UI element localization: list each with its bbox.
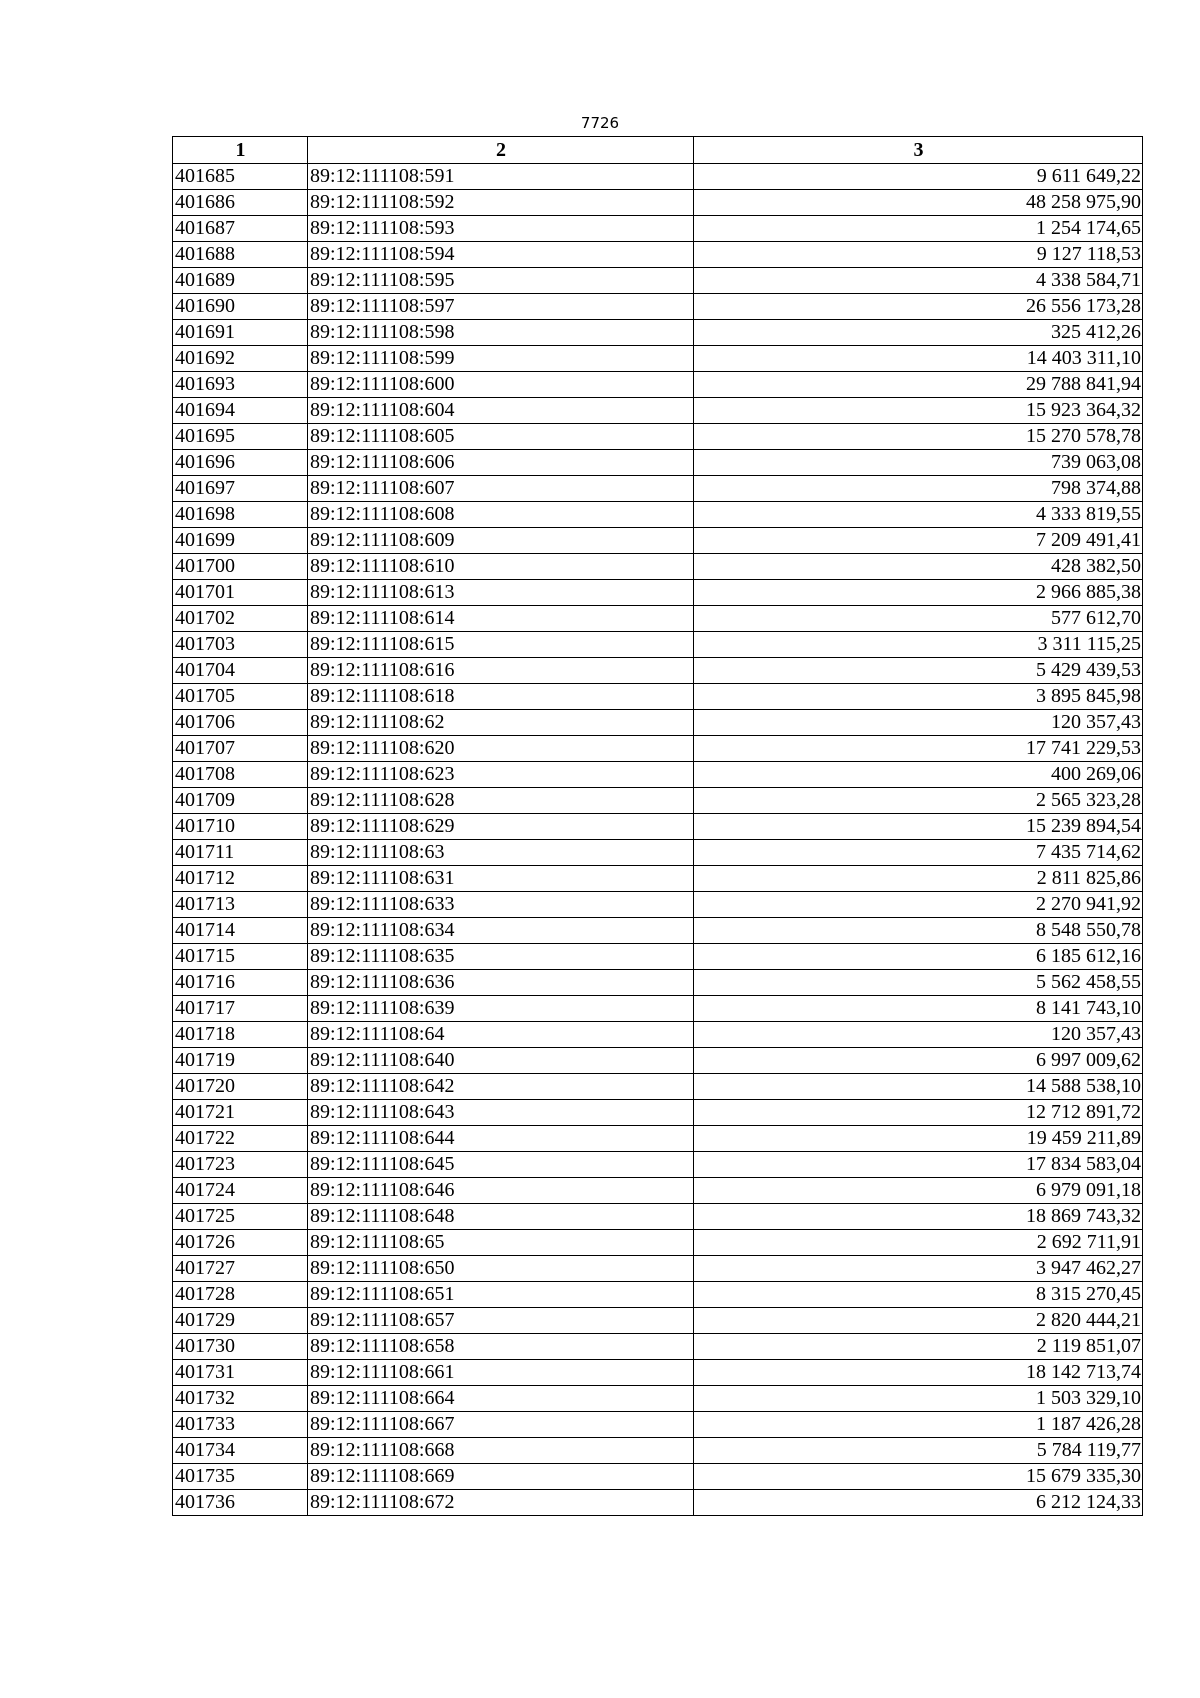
- cadastral-number-cell: 89:12:111108:629: [308, 814, 694, 840]
- row-number-cell: 401700: [173, 554, 308, 580]
- cadastral-number-cell: 89:12:111108:595: [308, 268, 694, 294]
- row-number-cell: 401686: [173, 190, 308, 216]
- row-number-cell: 401710: [173, 814, 308, 840]
- table-row: [173, 1308, 1143, 1334]
- row-number-cell: 401722: [173, 1126, 308, 1152]
- cadastral-value-cell: 9 611 649,22: [694, 164, 1143, 190]
- row-number-cell: 401702: [173, 606, 308, 632]
- cadastral-value-cell: 739 063,08: [694, 450, 1143, 476]
- table-row: [173, 1022, 1143, 1048]
- cadastral-number-cell: 89:12:111108:610: [308, 554, 694, 580]
- cadastral-value-cell: 26 556 173,28: [694, 294, 1143, 320]
- row-number-cell: 401685: [173, 164, 308, 190]
- table-row: [173, 346, 1143, 372]
- cadastral-value-cell: 4 338 584,71: [694, 268, 1143, 294]
- cadastral-number-cell: 89:12:111108:64: [308, 1022, 694, 1048]
- cadastral-number-cell: 89:12:111108:644: [308, 1126, 694, 1152]
- table-row: [173, 944, 1143, 970]
- row-number-cell: 401736: [173, 1490, 308, 1516]
- cadastral-number-cell: 89:12:111108:623: [308, 762, 694, 788]
- row-number-cell: 401713: [173, 892, 308, 918]
- page-number: 7726: [580, 114, 620, 132]
- table-row: [173, 476, 1143, 502]
- cadastral-value-cell: 1 187 426,28: [694, 1412, 1143, 1438]
- table-row: [173, 736, 1143, 762]
- cadastral-value-cell: 2 820 444,21: [694, 1308, 1143, 1334]
- row-number-cell: 401728: [173, 1282, 308, 1308]
- cadastral-value-cell: 14 588 538,10: [694, 1074, 1143, 1100]
- cadastral-value-cell: 325 412,26: [694, 320, 1143, 346]
- cadastral-value-cell: 428 382,50: [694, 554, 1143, 580]
- cadastral-number-cell: 89:12:111108:648: [308, 1204, 694, 1230]
- table-row: [173, 1490, 1143, 1516]
- cadastral-number-cell: 89:12:111108:631: [308, 866, 694, 892]
- row-number-cell: 401734: [173, 1438, 308, 1464]
- cadastral-number-cell: 89:12:111108:650: [308, 1256, 694, 1282]
- cadastral-value-cell: 6 212 124,33: [694, 1490, 1143, 1516]
- cadastral-number-cell: 89:12:111108:620: [308, 736, 694, 762]
- row-number-cell: 401706: [173, 710, 308, 736]
- table-row: [173, 164, 1143, 190]
- cadastral-value-cell: 7 435 714,62: [694, 840, 1143, 866]
- cadastral-value-cell: 577 612,70: [694, 606, 1143, 632]
- row-number-cell: 401693: [173, 372, 308, 398]
- cadastral-value-cell: 18 869 743,32: [694, 1204, 1143, 1230]
- cadastral-number-cell: 89:12:111108:604: [308, 398, 694, 424]
- table-row: [173, 970, 1143, 996]
- row-number-cell: 401687: [173, 216, 308, 242]
- cadastral-number-cell: 89:12:111108:639: [308, 996, 694, 1022]
- cadastral-number-cell: 89:12:111108:664: [308, 1386, 694, 1412]
- row-number-cell: 401730: [173, 1334, 308, 1360]
- cadastral-number-cell: 89:12:111108:593: [308, 216, 694, 242]
- cadastral-number-cell: 89:12:111108:62: [308, 710, 694, 736]
- table-row: [173, 190, 1143, 216]
- cadastral-number-cell: 89:12:111108:614: [308, 606, 694, 632]
- table-row: [173, 1282, 1143, 1308]
- table-row: [173, 788, 1143, 814]
- cadastral-number-cell: 89:12:111108:642: [308, 1074, 694, 1100]
- table-row: [173, 1412, 1143, 1438]
- cadastral-value-cell: 2 565 323,28: [694, 788, 1143, 814]
- cadastral-number-cell: 89:12:111108:634: [308, 918, 694, 944]
- row-number-cell: 401726: [173, 1230, 308, 1256]
- cadastral-number-cell: 89:12:111108:592: [308, 190, 694, 216]
- row-number-cell: 401724: [173, 1178, 308, 1204]
- row-number-cell: 401689: [173, 268, 308, 294]
- cadastral-value-cell: 6 979 091,18: [694, 1178, 1143, 1204]
- cadastral-number-cell: 89:12:111108:661: [308, 1360, 694, 1386]
- row-number-cell: 401729: [173, 1308, 308, 1334]
- cadastral-value-table: [172, 136, 1143, 1516]
- table-row: [173, 840, 1143, 866]
- table-row: [173, 996, 1143, 1022]
- table-row: [173, 1256, 1143, 1282]
- table-row: [173, 658, 1143, 684]
- cadastral-value-cell: 6 185 612,16: [694, 944, 1143, 970]
- cadastral-number-cell: 89:12:111108:594: [308, 242, 694, 268]
- table-row: [173, 710, 1143, 736]
- row-number-cell: 401731: [173, 1360, 308, 1386]
- table-row: [173, 528, 1143, 554]
- row-number-cell: 401692: [173, 346, 308, 372]
- table-row: [173, 398, 1143, 424]
- row-number-cell: 401695: [173, 424, 308, 450]
- table-row: [173, 1100, 1143, 1126]
- row-number-cell: 401694: [173, 398, 308, 424]
- row-number-cell: 401715: [173, 944, 308, 970]
- cadastral-number-cell: 89:12:111108:608: [308, 502, 694, 528]
- row-number-cell: 401697: [173, 476, 308, 502]
- cadastral-value-cell: 2 119 851,07: [694, 1334, 1143, 1360]
- row-number-cell: 401717: [173, 996, 308, 1022]
- row-number-cell: 401716: [173, 970, 308, 996]
- cadastral-number-cell: 89:12:111108:651: [308, 1282, 694, 1308]
- cadastral-value-cell: 3 311 115,25: [694, 632, 1143, 658]
- table-row: [173, 294, 1143, 320]
- cadastral-number-cell: 89:12:111108:606: [308, 450, 694, 476]
- table-row: [173, 606, 1143, 632]
- cadastral-value-cell: 9 127 118,53: [694, 242, 1143, 268]
- cadastral-value-cell: 8 141 743,10: [694, 996, 1143, 1022]
- row-number-cell: 401707: [173, 736, 308, 762]
- column-header-2: 2: [308, 137, 694, 164]
- table-row: [173, 1230, 1143, 1256]
- cadastral-value-cell: 3 947 462,27: [694, 1256, 1143, 1282]
- cadastral-number-cell: 89:12:111108:609: [308, 528, 694, 554]
- row-number-cell: 401721: [173, 1100, 308, 1126]
- table-row: [173, 1334, 1143, 1360]
- cadastral-number-cell: 89:12:111108:645: [308, 1152, 694, 1178]
- row-number-cell: 401698: [173, 502, 308, 528]
- table-row: [173, 918, 1143, 944]
- table-row: [173, 1438, 1143, 1464]
- row-number-cell: 401733: [173, 1412, 308, 1438]
- cadastral-value-cell: 8 548 550,78: [694, 918, 1143, 944]
- cadastral-number-cell: 89:12:111108:635: [308, 944, 694, 970]
- cadastral-number-cell: 89:12:111108:657: [308, 1308, 694, 1334]
- cadastral-value-cell: 2 270 941,92: [694, 892, 1143, 918]
- cadastral-number-cell: 89:12:111108:600: [308, 372, 694, 398]
- cadastral-number-cell: 89:12:111108:605: [308, 424, 694, 450]
- cadastral-value-cell: 17 741 229,53: [694, 736, 1143, 762]
- row-number-cell: 401719: [173, 1048, 308, 1074]
- cadastral-number-cell: 89:12:111108:618: [308, 684, 694, 710]
- cadastral-value-cell: 5 562 458,55: [694, 970, 1143, 996]
- row-number-cell: 401725: [173, 1204, 308, 1230]
- cadastral-value-cell: 4 333 819,55: [694, 502, 1143, 528]
- row-number-cell: 401704: [173, 658, 308, 684]
- cadastral-number-cell: 89:12:111108:643: [308, 1100, 694, 1126]
- table-row: [173, 372, 1143, 398]
- cadastral-value-cell: 798 374,88: [694, 476, 1143, 502]
- table-row: [173, 268, 1143, 294]
- cadastral-value-cell: 120 357,43: [694, 1022, 1143, 1048]
- cadastral-number-cell: 89:12:111108:597: [308, 294, 694, 320]
- table-row: [173, 892, 1143, 918]
- row-number-cell: 401699: [173, 528, 308, 554]
- row-number-cell: 401711: [173, 840, 308, 866]
- cadastral-value-cell: 18 142 713,74: [694, 1360, 1143, 1386]
- cadastral-number-cell: 89:12:111108:669: [308, 1464, 694, 1490]
- row-number-cell: 401720: [173, 1074, 308, 1100]
- cadastral-value-cell: 2 692 711,91: [694, 1230, 1143, 1256]
- table-row: [173, 1152, 1143, 1178]
- table-row: [173, 424, 1143, 450]
- table-body: [173, 164, 1143, 1516]
- cadastral-number-cell: 89:12:111108:65: [308, 1230, 694, 1256]
- table-header: [173, 137, 1143, 164]
- cadastral-value-cell: 120 357,43: [694, 710, 1143, 736]
- cadastral-value-cell: 5 784 119,77: [694, 1438, 1143, 1464]
- cadastral-number-cell: 89:12:111108:591: [308, 164, 694, 190]
- cadastral-value-cell: 1 503 329,10: [694, 1386, 1143, 1412]
- cadastral-value-cell: 15 679 335,30: [694, 1464, 1143, 1490]
- header-row: [173, 137, 1143, 164]
- table-row: [173, 1074, 1143, 1100]
- table-row: [173, 866, 1143, 892]
- table-row: [173, 1360, 1143, 1386]
- cadastral-number-cell: 89:12:111108:667: [308, 1412, 694, 1438]
- cadastral-number-cell: 89:12:111108:636: [308, 970, 694, 996]
- cadastral-value-cell: 14 403 311,10: [694, 346, 1143, 372]
- cadastral-value-cell: 5 429 439,53: [694, 658, 1143, 684]
- cadastral-number-cell: 89:12:111108:672: [308, 1490, 694, 1516]
- cadastral-value-cell: 6 997 009,62: [694, 1048, 1143, 1074]
- cadastral-number-cell: 89:12:111108:628: [308, 788, 694, 814]
- cadastral-value-cell: 400 269,06: [694, 762, 1143, 788]
- cadastral-value-cell: 2 811 825,86: [694, 866, 1143, 892]
- table-row: [173, 242, 1143, 268]
- row-number-cell: 401712: [173, 866, 308, 892]
- table-row: [173, 684, 1143, 710]
- table-row: [173, 1204, 1143, 1230]
- row-number-cell: 401732: [173, 1386, 308, 1412]
- table-row: [173, 632, 1143, 658]
- cadastral-number-cell: 89:12:111108:640: [308, 1048, 694, 1074]
- row-number-cell: 401709: [173, 788, 308, 814]
- column-header-3: 3: [694, 137, 1143, 164]
- row-number-cell: 401688: [173, 242, 308, 268]
- cadastral-value-cell: 29 788 841,94: [694, 372, 1143, 398]
- cadastral-value-cell: 3 895 845,98: [694, 684, 1143, 710]
- table-row: [173, 1048, 1143, 1074]
- cadastral-value-cell: 1 254 174,65: [694, 216, 1143, 242]
- table-row: [173, 502, 1143, 528]
- cadastral-number-cell: 89:12:111108:616: [308, 658, 694, 684]
- cadastral-number-cell: 89:12:111108:599: [308, 346, 694, 372]
- row-number-cell: 401691: [173, 320, 308, 346]
- table-row: [173, 320, 1143, 346]
- cadastral-number-cell: 89:12:111108:658: [308, 1334, 694, 1360]
- table-row: [173, 1386, 1143, 1412]
- column-header-1: 1: [173, 137, 308, 164]
- cadastral-number-cell: 89:12:111108:646: [308, 1178, 694, 1204]
- cadastral-value-cell: 15 239 894,54: [694, 814, 1143, 840]
- cadastral-value-cell: 15 923 364,32: [694, 398, 1143, 424]
- table-row: [173, 450, 1143, 476]
- row-number-cell: 401705: [173, 684, 308, 710]
- cadastral-number-cell: 89:12:111108:668: [308, 1438, 694, 1464]
- cadastral-value-cell: 2 966 885,38: [694, 580, 1143, 606]
- row-number-cell: 401703: [173, 632, 308, 658]
- cadastral-number-cell: 89:12:111108:63: [308, 840, 694, 866]
- cadastral-value-cell: 48 258 975,90: [694, 190, 1143, 216]
- table-row: [173, 1464, 1143, 1490]
- table-row: [173, 216, 1143, 242]
- table-row: [173, 814, 1143, 840]
- cadastral-value-cell: 7 209 491,41: [694, 528, 1143, 554]
- cadastral-number-cell: 89:12:111108:607: [308, 476, 694, 502]
- cadastral-value-cell: 17 834 583,04: [694, 1152, 1143, 1178]
- row-number-cell: 401727: [173, 1256, 308, 1282]
- table-row: [173, 1178, 1143, 1204]
- cadastral-number-cell: 89:12:111108:615: [308, 632, 694, 658]
- cadastral-number-cell: 89:12:111108:633: [308, 892, 694, 918]
- row-number-cell: 401708: [173, 762, 308, 788]
- row-number-cell: 401690: [173, 294, 308, 320]
- cadastral-value-cell: 12 712 891,72: [694, 1100, 1143, 1126]
- cadastral-number-cell: 89:12:111108:613: [308, 580, 694, 606]
- cadastral-value-cell: 19 459 211,89: [694, 1126, 1143, 1152]
- row-number-cell: 401723: [173, 1152, 308, 1178]
- table-row: [173, 762, 1143, 788]
- cadastral-value-cell: 15 270 578,78: [694, 424, 1143, 450]
- row-number-cell: 401735: [173, 1464, 308, 1490]
- row-number-cell: 401701: [173, 580, 308, 606]
- row-number-cell: 401718: [173, 1022, 308, 1048]
- cadastral-value-cell: 8 315 270,45: [694, 1282, 1143, 1308]
- table-row: [173, 580, 1143, 606]
- row-number-cell: 401714: [173, 918, 308, 944]
- table-row: [173, 554, 1143, 580]
- table-row: [173, 1126, 1143, 1152]
- row-number-cell: 401696: [173, 450, 308, 476]
- cadastral-number-cell: 89:12:111108:598: [308, 320, 694, 346]
